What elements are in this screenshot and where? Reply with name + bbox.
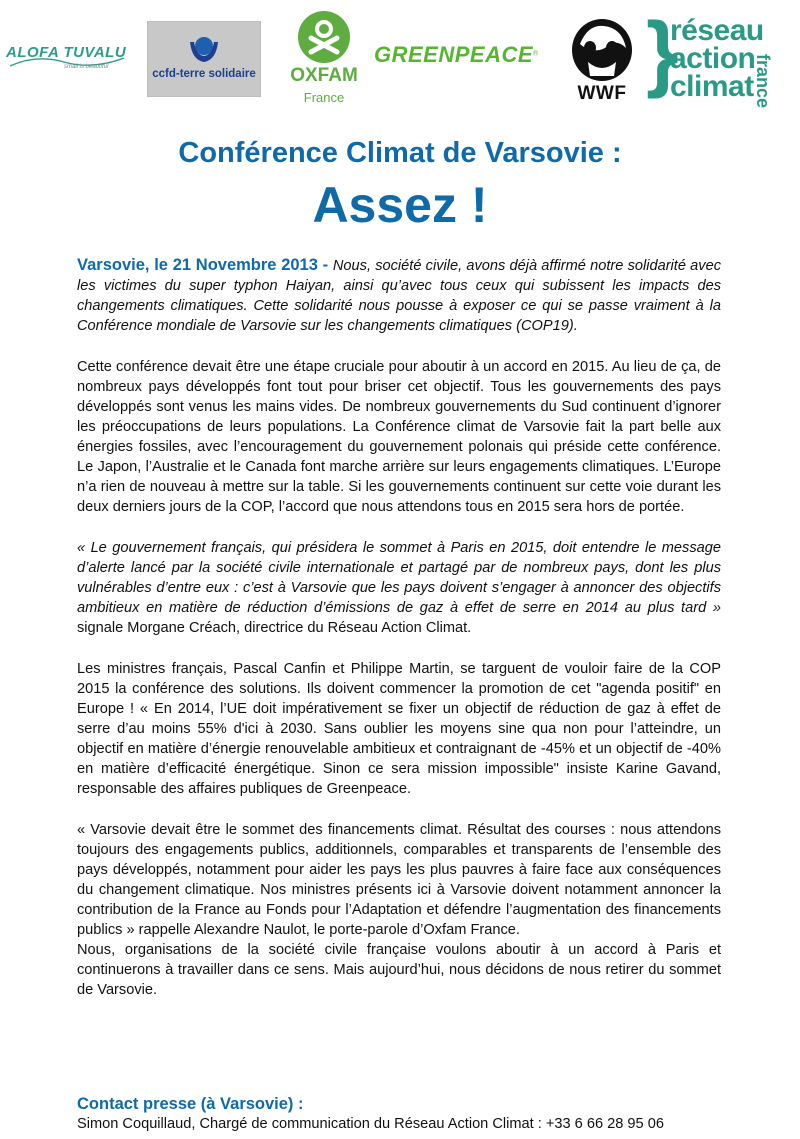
- greenpeace-logo-text: GREENPEACE: [374, 42, 534, 67]
- brace-icon: }: [646, 5, 679, 99]
- quote-morgane-creach: « Le gouvernement français, qui présidera le sommet à Paris en 2015, doit entendre le message d’alerte lancé par la société civile internationale et partagé par de nombreux pays, dont les plus vulnérables d’entre eux : c’est à Varsovie que les pays doivent s’engager à annoncer des objectifs ambitieux en matière de réduction d’émissions de gaz à effet de serre en 2014 au plus tard »: [77, 540, 721, 616]
- rac-logo-line3: climat: [670, 70, 754, 103]
- intro-text: Nous, société civile, avons déjà affirmé notre solidarité avec les victimes du super typhon Haiyan, ainsi qu’avec tous ceux qui subissent les impacts des changements climatiques. Cette solidarité nous pousse à exposer ce qui se passe vraiment à la Conférence mondiale de Varsovie sur les changements climatiques (COP19).: [77, 258, 721, 334]
- alofa-tagline: small is beautiful: [64, 64, 109, 70]
- paragraph-1: Cette conférence devait être une étape cruciale pour aboutir à un accord en 2015. Au lieu de ça, de nombreux pays développés font tout pour briser cet objectif. Tous les gouvernements des pays développés sont venus les mains vides. De nombreux gouvernements du Sud continuent d’ignorer les préoccupations de leurs populations. La Conférence climat de Varsovie fait la part belle aux énergies fossiles, avec l’encouragement du gouvernement polonais qui préside cette conférence. Le Japon, l’Australie et le Canada font marche arrière sur leurs engagements climatiques. L’Europe n’a rien de nouveau à mettre sur la table. Si les gouvernements continuent sur cette voie durant les deux derniers jours de la COP, l’accord que nous attendons tous en 2015 sera hors de portée.: [77, 359, 721, 515]
- contact-line: Simon Coquillaud, Chargé de communication du Réseau Action Climat : +33 6 66 28 95 06: [77, 1116, 664, 1132]
- greenpeace-logo: [374, 42, 554, 72]
- oxfam-logo-text: OXFAM: [290, 65, 358, 86]
- alofa-logo-text: ALOFA TUVALU: [6, 44, 127, 61]
- wwf-logo-text: WWF: [577, 83, 627, 104]
- oxfam-emblem-icon: [289, 10, 359, 64]
- panda-icon: [568, 10, 636, 82]
- registered-icon: ®: [533, 50, 539, 58]
- paragraph-5: Nous, organisations de la société civile française voulons aboutir à un accord à Paris et continuerons à travailler dans ce sens. Mais aujourd’hui, nous décidons de nous retirer du sommet de Varsovie.: [77, 942, 721, 998]
- wwf-logo: [568, 10, 636, 106]
- hands-globe-icon: [148, 22, 260, 68]
- rac-logo-line2: action: [670, 42, 756, 75]
- press-release-body: [77, 255, 721, 1000]
- paragraph-4: « Varsovie devait être le sommet des financements climat. Résultat des courses : nous attendons toujours des engagements publics, additionnels, comparables et transparents de l’ensemble des pays développés, notamment pour aider les pays les plus pauvres à faire face aux conséquences du changement climatique. Nos ministres présents ici à Varsovie doivent notamment annoncer la contribution de la France au Fonds pour l’Adaptation et défendre l’augmentation des financements publics » rappelle Alexandre Naulot, le porte-parole d’Oxfam France.: [77, 822, 721, 938]
- contact-heading: Contact presse (à Varsovie) :: [77, 1095, 304, 1113]
- title-line-1: Conférence Climat de Varsovie :: [178, 137, 622, 169]
- logo-strip: [0, 0, 800, 112]
- oxfam-country-text: France: [303, 90, 345, 105]
- paragraph-2: [77, 538, 721, 638]
- quote-attribution: signale Morgane Créach, directrice du Réseau Action Climat.: [77, 620, 472, 636]
- ccfd-logo-text: ccfd-terre solidaire: [152, 68, 256, 80]
- alofa-tuvalu-logo: [6, 44, 128, 74]
- oxfam-france-logo: [289, 10, 359, 106]
- ccfd-terre-solidaire-logo: [147, 21, 261, 97]
- paragraph-3: Les ministres français, Pascal Canfin et Philippe Martin, se targuent de vouloir faire de la COP 2015 la conférence des solutions. Ils doivent commencer la promotion de cet "agenda positif" en Europe ! « En 2014, l’UE doit impérativement se fixer un objectif de réduction de gaz à effet de serre d’au moins 55% d'ici à 2030. Sans oublier les moyens sine qua non pour l’atteindre, un objectif en matière d’énergie renouvelable ambitieux et contraignant de -45% et un objectif de -40% en matière d’efficacité énergétique. Sinon ce sera mission impossible" insiste Karine Gavand, responsable des affaires publiques de Greenpeace.: [77, 661, 721, 797]
- intro-paragraph: [77, 255, 721, 336]
- dateline: Varsovie, le 21 Novembre 2013 -: [77, 256, 333, 274]
- rac-logo-line1: réseau: [670, 14, 764, 47]
- title-line-2: Assez !: [312, 177, 488, 233]
- reseau-action-climat-logo: [646, 5, 800, 109]
- rac-logo-side-text: france: [753, 54, 773, 109]
